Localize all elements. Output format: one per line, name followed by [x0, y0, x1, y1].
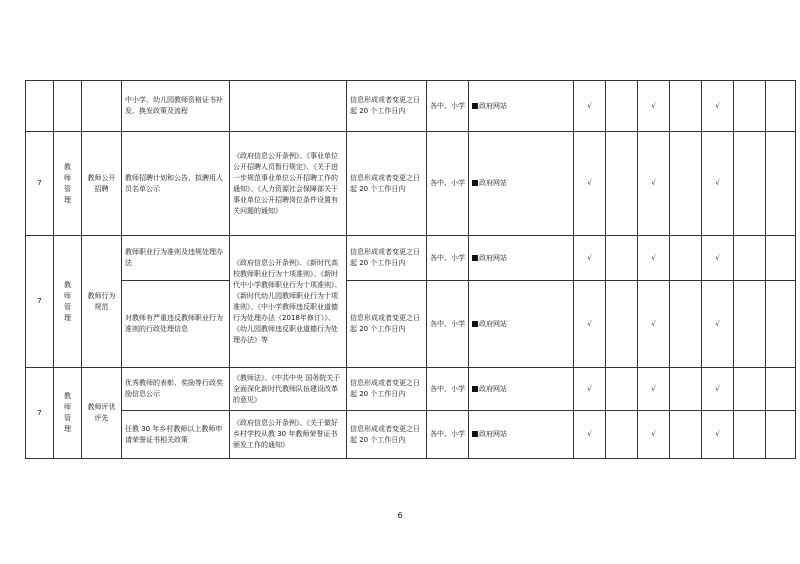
empty-cell: [606, 132, 638, 236]
empty-cell: [606, 411, 638, 459]
table-row: [26, 81, 796, 132]
channel-cell: [469, 411, 574, 459]
channel-cell: [469, 132, 574, 236]
channel-label: 政府网站: [479, 319, 507, 328]
empty-cell: [734, 281, 766, 368]
empty-cell: [670, 281, 702, 368]
check-cell: √: [574, 236, 606, 281]
time-cell: 信息形成或者变更之日起 20 个工作日内: [347, 281, 427, 368]
empty-cell: [670, 132, 702, 236]
empty-cell: [734, 132, 766, 236]
table-row: [26, 236, 796, 281]
empty-cell: [766, 132, 796, 236]
time-cell: 信息形成或者变更之日起 20 个工作日内: [347, 236, 427, 281]
page-number: 6: [397, 511, 403, 520]
empty-cell: [670, 368, 702, 411]
item-cell: 对教师有严重违反教师职业行为准则的行政处理信息: [122, 281, 230, 368]
basis-cell: 《政府信息公开条例》、《新时代高校教师职业行为十项准则》、《新时代中小学教师职业行为十项准则》、《新时代幼儿园教师职业行为十项准则》、《中小学教师违反职业道德行为处理办法（2018年修订）》、《幼儿园教师违反职业道德行为处理办法》等: [230, 236, 347, 368]
check-cell: √: [638, 81, 670, 132]
time-cell: 信息形成或者变更之日起 20 个工作日内: [347, 368, 427, 411]
basis-cell: 《政府信息公开条例》、《关于做好乡村学校从教 30 年教师荣誉证书颁发工作的通知》: [230, 411, 347, 459]
table-row: [26, 411, 796, 459]
body-cell: 各中、小学: [427, 368, 469, 411]
empty-cell: [606, 368, 638, 411]
table-row: [26, 281, 796, 368]
seq-cell: 7: [26, 236, 54, 368]
empty-cell: [606, 236, 638, 281]
time-cell: 信息形成或者变更之日起 20 个工作日内: [347, 411, 427, 459]
empty-cell: [766, 236, 796, 281]
square-bullet-icon: [472, 103, 478, 109]
check-cell: √: [638, 132, 670, 236]
square-bullet-icon: [472, 386, 478, 392]
empty-cell: [766, 411, 796, 459]
check-cell: √: [574, 132, 606, 236]
subcategory-cell: 教师行为规范: [82, 236, 122, 368]
check-cell: √: [574, 81, 606, 132]
body-cell: 各中、小学: [427, 236, 469, 281]
check-cell: √: [702, 132, 734, 236]
item-cell: 中小学、幼儿园教师资格证书补发、换发政策及流程: [122, 81, 230, 132]
empty-cell: [606, 281, 638, 368]
basis-cell: 《政府信息公开条例》、《事业单位公开招聘人员暂行规定》、《关于进一步规范事业单位公开招聘工作的通知》、《人力资源社会保障部关于事业单位公开招聘岗位条件设置有关问题的通知》: [230, 132, 347, 236]
check-cell: √: [638, 411, 670, 459]
check-cell: √: [702, 368, 734, 411]
channel-label: 政府网站: [479, 253, 507, 262]
subcategory-cell: [82, 81, 122, 132]
item-cell: 任教 30 年乡村教师以上教师申请荣誉证书相关政策: [122, 411, 230, 459]
empty-cell: [734, 236, 766, 281]
empty-cell: [734, 368, 766, 411]
check-cell: √: [574, 411, 606, 459]
empty-cell: [670, 81, 702, 132]
disclosure-table: [25, 80, 796, 459]
item-cell: 教师职业行为准则及违规处理办法: [122, 236, 230, 281]
subcategory-cell: 教师评优评先: [82, 368, 122, 459]
check-cell: √: [574, 281, 606, 368]
item-cell: 优秀教师的表彰、奖励等行政奖励信息公示: [122, 368, 230, 411]
empty-cell: [670, 236, 702, 281]
body-cell: 各中、小学: [427, 411, 469, 459]
body-cell: 各中、小学: [427, 132, 469, 236]
square-bullet-icon: [472, 431, 478, 437]
category-cell: [54, 81, 82, 132]
seq-cell: 7: [26, 132, 54, 236]
channel-cell: [469, 281, 574, 368]
check-cell: √: [702, 411, 734, 459]
channel-label: 政府网站: [479, 101, 507, 110]
empty-cell: [766, 81, 796, 132]
table-row: [26, 132, 796, 236]
empty-cell: [734, 81, 766, 132]
category-cell: 教 师 管 理: [54, 236, 82, 368]
check-cell: √: [702, 281, 734, 368]
empty-cell: [670, 411, 702, 459]
channel-cell: [469, 236, 574, 281]
empty-cell: [606, 81, 638, 132]
check-cell: √: [702, 81, 734, 132]
channel-label: 政府网站: [479, 179, 507, 187]
time-cell: 信息形成或者变更之日起 20 个工作日内: [347, 132, 427, 236]
item-cell: 教师招聘计划和公告、拟聘用人员名单公示: [122, 132, 230, 236]
square-bullet-icon: [472, 255, 478, 261]
seq-cell: [26, 81, 54, 132]
channel-cell: [469, 368, 574, 411]
time-cell: 信息形成或者变更之日起 20 个工作日内: [347, 81, 427, 132]
check-cell: √: [638, 281, 670, 368]
empty-cell: [766, 368, 796, 411]
body-cell: 各中、小学: [427, 281, 469, 368]
body-cell: 各中、小学: [427, 81, 469, 132]
check-cell: √: [702, 236, 734, 281]
table-row: [26, 368, 796, 411]
check-cell: √: [638, 236, 670, 281]
channel-label: 政府网站: [479, 384, 507, 393]
square-bullet-icon: [472, 180, 478, 186]
check-cell: √: [638, 368, 670, 411]
seq-cell: 7: [26, 368, 54, 459]
subcategory-cell: 教师公开招聘: [82, 132, 122, 236]
basis-cell: [230, 81, 347, 132]
check-cell: √: [574, 368, 606, 411]
channel-label: 政府网站: [479, 430, 507, 438]
square-bullet-icon: [472, 321, 478, 327]
category-cell: 教 师 管 理: [54, 368, 82, 459]
category-cell: 教 师 管 理: [54, 132, 82, 236]
basis-cell: 《教师法》、《中共中央 国务院关于全面深化新时代教师队伍建设改革的意见》: [230, 368, 347, 411]
empty-cell: [734, 411, 766, 459]
channel-cell: [469, 81, 574, 132]
empty-cell: [766, 281, 796, 368]
